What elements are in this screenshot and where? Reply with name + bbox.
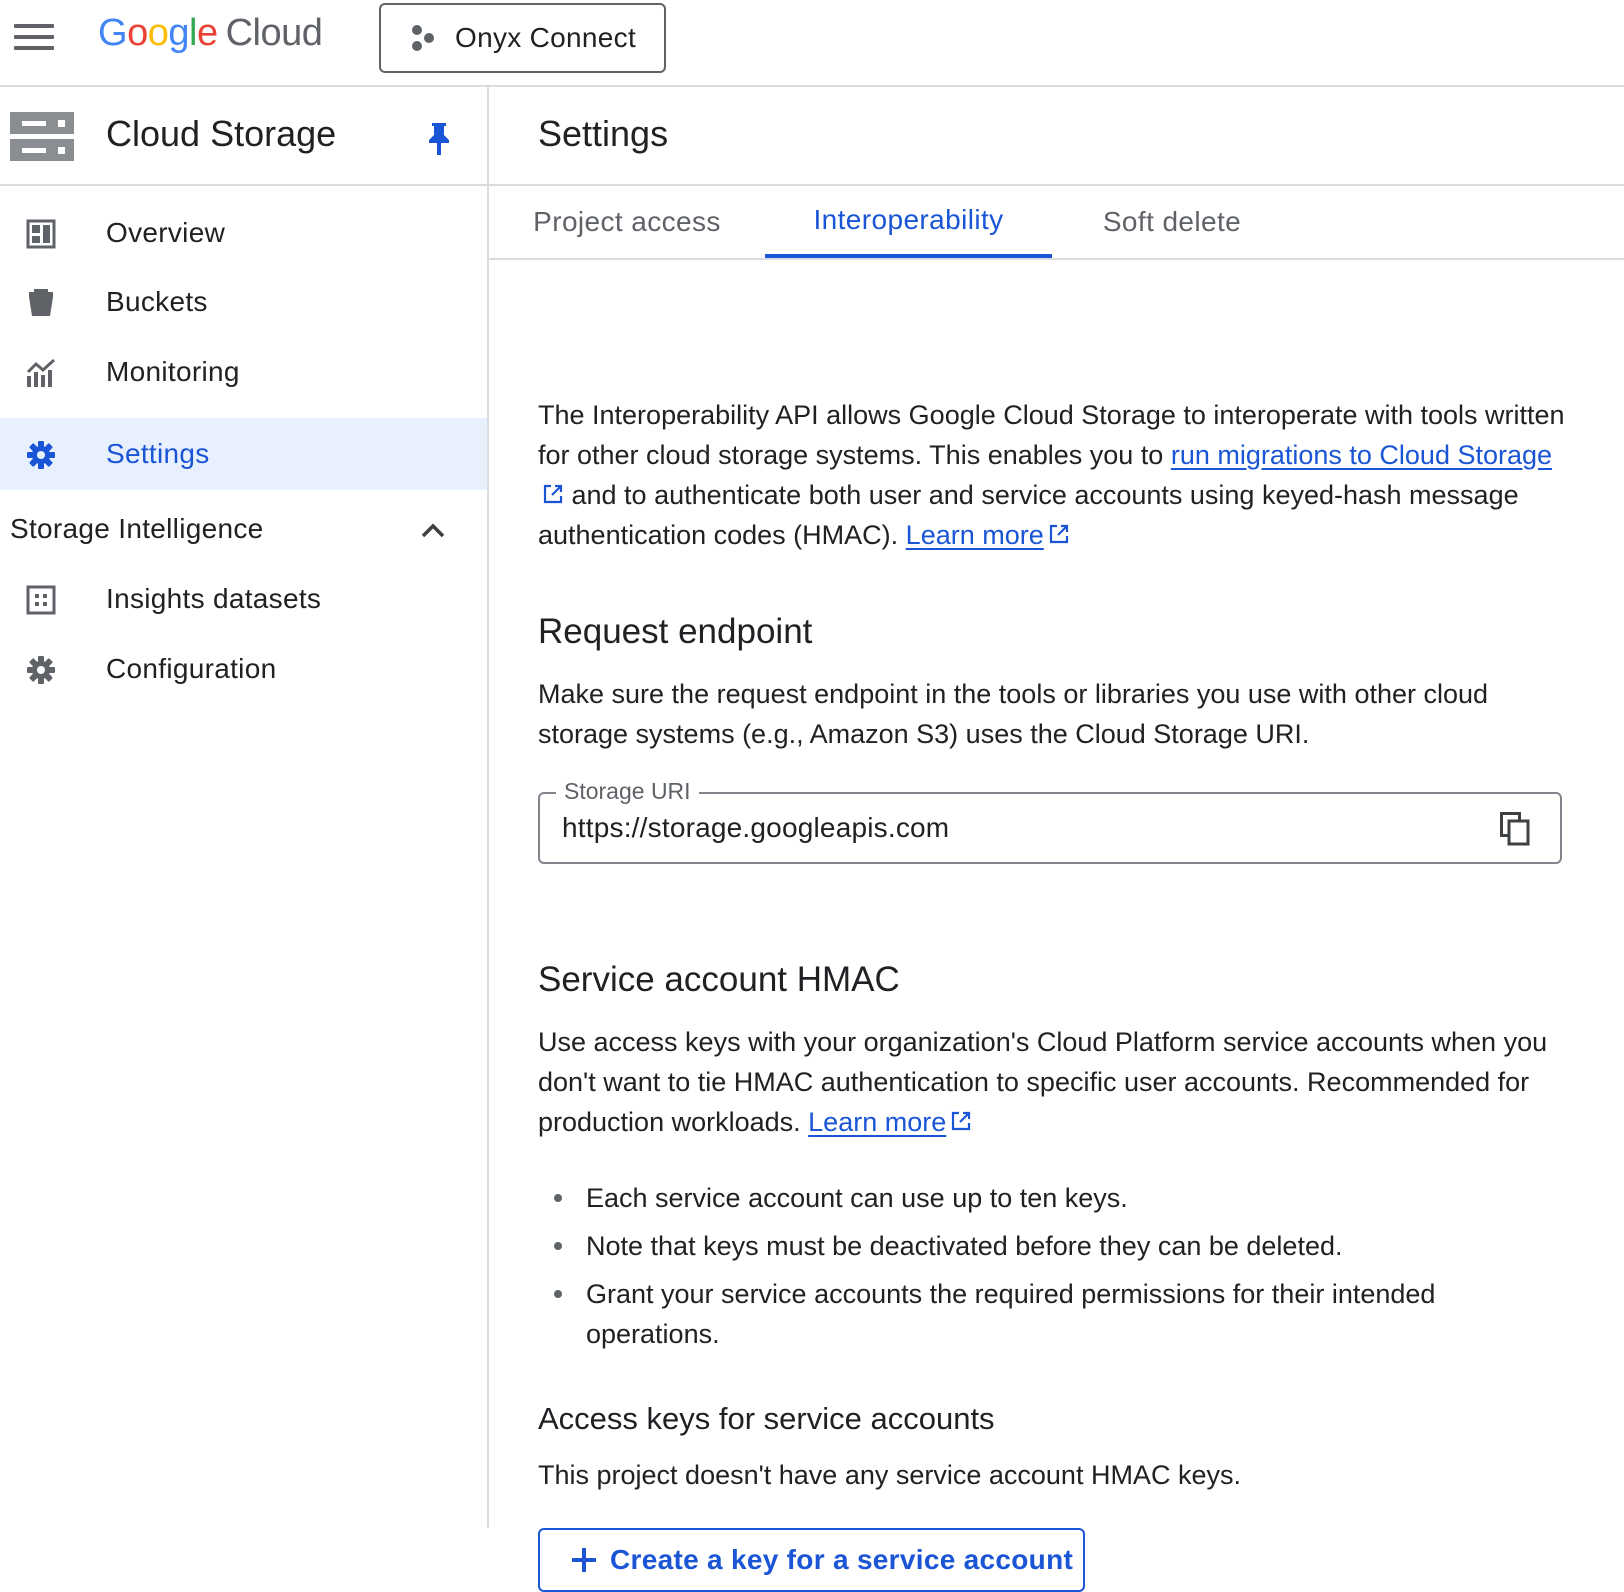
section-label: Storage Intelligence <box>10 513 264 544</box>
sidebar-item-settings[interactable] <box>0 418 487 490</box>
learn-more-link-label: Learn more <box>905 520 1044 550</box>
project-picker-button[interactable] <box>379 3 666 73</box>
sidebar-item-label: Monitoring <box>106 356 240 387</box>
hmac-bullet-list <box>538 1178 1518 1362</box>
logo-letter: o <box>147 12 169 54</box>
tab-project-access[interactable]: Project access <box>533 206 721 237</box>
main-menu-icon[interactable] <box>14 24 54 54</box>
external-link-icon <box>1048 523 1070 545</box>
logo-suffix: Cloud <box>225 12 323 54</box>
sidebar <box>0 87 489 1528</box>
sidebar-item-buckets[interactable] <box>0 266 487 338</box>
storage-uri-input[interactable] <box>562 794 1462 862</box>
storage-uri-field <box>538 778 1562 864</box>
logo-letter: G <box>98 12 128 54</box>
copy-icon[interactable] <box>1500 812 1530 846</box>
sidebar-item-label: Buckets <box>106 286 208 317</box>
sidebar-item-label: Insights datasets <box>106 583 322 614</box>
dashboard-icon <box>26 219 56 249</box>
sidebar-item-monitoring[interactable] <box>0 336 487 408</box>
no-keys-message: This project doesn't have any service account HMAC keys. <box>538 1460 1241 1490</box>
gear-icon <box>26 655 56 685</box>
hmac-learn-more-link-label: Learn more <box>808 1107 947 1137</box>
run-migrations-link[interactable] <box>1171 440 1552 470</box>
hmac-description <box>538 1022 1548 1142</box>
logo-wordmark <box>98 12 218 54</box>
bucket-icon <box>26 288 56 318</box>
learn-more-link[interactable] <box>906 520 1044 550</box>
chevron-up-icon <box>420 521 446 539</box>
list-item: Each service account can use up to ten keys. <box>538 1178 1518 1218</box>
access-keys-heading: Access keys for service accounts <box>538 1401 995 1436</box>
page-header <box>489 87 1624 186</box>
run-migrations-link-label: run migrations to Cloud Storage <box>1170 440 1553 470</box>
tab-bar <box>489 186 1624 260</box>
sidebar-item-overview[interactable] <box>0 197 487 269</box>
storage-uri-label: Storage URI <box>556 778 699 805</box>
sidebar-item-label: Configuration <box>106 653 277 684</box>
monitoring-chart-icon <box>26 358 56 388</box>
external-link-icon <box>542 483 564 505</box>
request-endpoint-heading: Request endpoint <box>538 612 813 651</box>
product-title: Cloud Storage <box>106 113 337 154</box>
main-content <box>489 87 1624 1575</box>
tab-soft-delete[interactable]: Soft delete <box>1102 206 1242 237</box>
cloud-storage-icon <box>10 112 74 162</box>
list-item: Grant your service accounts the required permissions for their intended operations. <box>538 1274 1518 1354</box>
sidebar-item-label: Overview <box>106 217 226 248</box>
project-name: Onyx Connect <box>455 22 637 53</box>
sidebar-item-insights-datasets[interactable] <box>0 563 487 635</box>
list-item: Note that keys must be deactivated before they can be deleted. <box>538 1226 1518 1266</box>
top-bar <box>0 0 1624 87</box>
logo-letter: g <box>168 12 189 54</box>
storage-intelligence-section-toggle[interactable] <box>0 501 487 563</box>
sidebar-item-configuration[interactable] <box>0 633 487 705</box>
pin-icon[interactable] <box>426 121 452 155</box>
sidebar-item-label: Settings <box>106 438 210 469</box>
service-account-hmac-heading: Service account HMAC <box>538 960 900 999</box>
logo-letter: o <box>127 12 148 54</box>
project-icon <box>409 24 437 52</box>
gear-icon <box>26 440 56 470</box>
intro-text: The Interoperability API allows Google Cloud Storage to interoperate with tools written for other cloud storage systems. This enables you to <box>538 400 1565 470</box>
google-cloud-logo[interactable] <box>98 12 322 55</box>
logo-letter: e <box>196 12 218 54</box>
intro-paragraph <box>538 395 1578 555</box>
product-header <box>0 87 487 186</box>
hmac-learn-more-link[interactable] <box>808 1107 946 1137</box>
hmac-description-text: Use access keys with your organization's Cloud Platform service accounts when you don't want to tie HMAC authentication to specific user accounts. Recommended for production workloads. <box>538 1027 1548 1137</box>
request-endpoint-description: Make sure the request endpoint in the tools or libraries you use with other cloud storage systems (e.g., Amazon S3) uses the Cloud Storage URI. <box>538 679 1489 749</box>
create-key-button[interactable] <box>538 1528 1085 1592</box>
logo-letter: l <box>188 12 197 54</box>
create-key-button-label: Create a key for a service account <box>610 1544 1074 1575</box>
intro-text: and to authenticate both user and service accounts using keyed-hash message authentication codes (HMAC). <box>538 480 1519 550</box>
page-title: Settings <box>538 113 669 154</box>
dataset-grid-icon <box>26 585 56 615</box>
plus-icon <box>570 1546 598 1574</box>
tab-interoperability[interactable]: Interoperability <box>765 186 1052 258</box>
external-link-icon <box>950 1110 972 1132</box>
